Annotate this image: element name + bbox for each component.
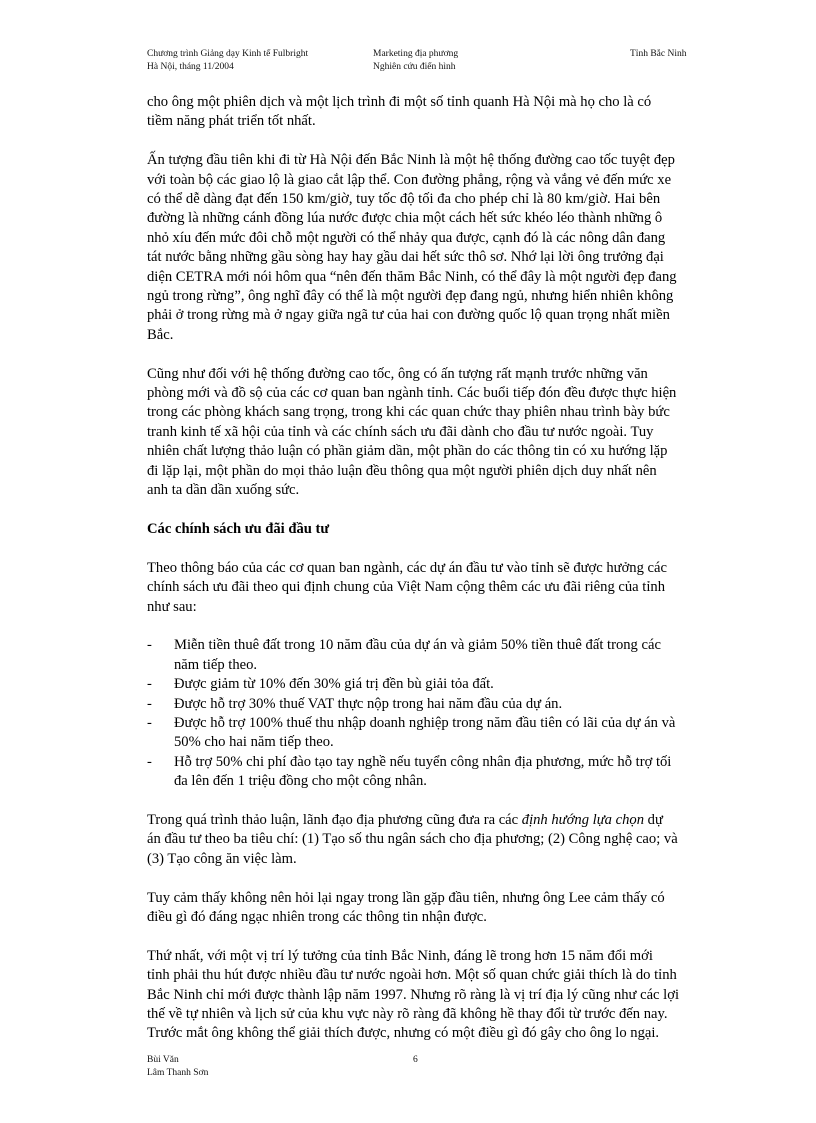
section-heading: Các chính sách ưu đãi đầu tư [147, 520, 330, 537]
header-case-title: Tỉnh Bắc Ninh [630, 49, 687, 59]
paragraph-3: Cũng như đối với hệ thống đường cao tốc, ông có ấn tượng rất mạnh trước những văn phòng mới và đồ sộ của các cơ quan ban ngành tỉnh. Các buổi tiếp đón đều được thực hiện trong các phòng khách sang trọng, trong khi các quan chức thay phiên nhau trình bày bức tranh kinh tế xã hội của tỉnh và các chính sách ưu đãi dành cho đầu tư nước ngoài. Tuy nhiên chất lượng thảo luận có phần giảm dần, một phần do các thông tin có xu hướng lặp đi lặp lại, một phần do mọi thảo luận đều thông qua một người phiên dịch duy nhất nên anh ta dần dần xuống sức. [147, 365, 677, 499]
header-right [630, 48, 686, 61]
paragraph-5-start: Trong quá trình thảo luận, lãnh đạo địa phương cũng đưa ra các [147, 811, 522, 828]
paragraph-6: Tuy cảm thấy không nên hỏi lại ngay trong lần gặp đầu tiên, nhưng ông Lee cảm thấy có điều gì đó đáng ngạc nhiên trong các thông tin nhận được. [147, 889, 665, 925]
header-program: Chương trình Giảng dạy Kinh tế Fulbright [147, 49, 309, 59]
header-date: Hà Nội, tháng 11/2004 [147, 62, 234, 72]
header-course: Marketing địa phương [373, 49, 459, 59]
list-item: - Được hỗ trợ 100% thuế thu nhập doanh nghiệp trong năm đầu tiên có lãi của dự án và 50% cho hai năm tiếp theo. [147, 714, 679, 753]
header-case-type: Nghiên cứu điển hình [373, 62, 456, 72]
paragraph-5-end: dự án đầu tư theo ba tiêu chí: (1) Tạo số thu ngân sách cho địa phương; (2) Công nghệ cao; và (3) Tạo công ăn việc làm. [147, 811, 678, 867]
footer-authors [147, 1054, 208, 1080]
header-center [373, 48, 458, 74]
paragraph-1: cho ông một phiên dịch và một lịch trình đi một số tỉnh quanh Hà Nội mà họ cho là có tiềm năng phát triển tốt nhất. [147, 94, 652, 130]
footer-author-1: Bùi Văn [147, 1055, 179, 1065]
list-item: - Được hỗ trợ 30% thuế VAT thực nộp trong hai năm đầu của dự án. [147, 695, 679, 714]
incentive-list [147, 636, 679, 791]
paragraph-5-italic: định hướng lựa chọn [521, 811, 644, 828]
list-item: - Hỗ trợ 50% chi phí đào tạo tay nghề nếu tuyển công nhân địa phương, mức hỗ trợ tối đa lên đến 1 triệu đồng cho một công nhân. [147, 753, 679, 792]
header-left [147, 48, 308, 74]
paragraph-5 [147, 811, 679, 869]
footer-author-2: Lâm Thanh Sơn [147, 1068, 209, 1078]
list-item: - Miễn tiền thuê đất trong 10 năm đầu của dự án và giảm 50% tiền thuê đất trong các năm tiếp theo. [147, 636, 679, 675]
page-number: 6 [413, 1055, 418, 1065]
paragraph-4: Theo thông báo của các cơ quan ban ngành, các dự án đầu tư vào tỉnh sẽ được hưởng các chính sách ưu đãi theo qui định chung của Việt Nam cộng thêm các ưu đãi riêng của tỉnh như sau: [147, 559, 667, 615]
list-item: - Được giảm từ 10% đến 30% giá trị đền bù giải tỏa đất. [147, 675, 679, 694]
document-body [147, 93, 679, 1063]
paragraph-7: Thứ nhất, với một vị trí lý tưởng của tỉnh Bắc Ninh, đáng lẽ trong hơn 15 năm đổi mới tỉnh phải thu hút được nhiều đầu tư nước ngoài hơn. Một số quan chức giải thích là do tỉnh Bắc Ninh chỉ mới được thành lập năm 1997. Nhưng rõ ràng là vị trí địa lý cũng như các lợi thế về tự nhiên và lịch sử của khu vực này rõ ràng đã không hề thay đổi từ trước đến nay. Trước mắt ông không thể giải thích được, nhưng có một điều gì đó gây cho ông lo ngại. [147, 947, 680, 1042]
paragraph-2: Ấn tượng đầu tiên khi đi từ Hà Nội đến Bắc Ninh là một hệ thống đường cao tốc tuyệt đẹp với toàn bộ các giao lộ là giao cắt lập thể. Con đường phẳng, rộng và vắng vẻ đến mức xe có thể dễ dàng đạt đến 150 km/giờ, tuy tốc độ tối đa cho phép chỉ là 80 km/giờ. Hai bên đường là những cánh đồng lúa nước được chia một cách hết sức khéo léo thành những ô nhỏ xíu đến mức đôi chỗ một người có thể nhảy qua được, cạnh đó là các nông dân đang tát nước bằng những gầu sòng hay hay gầu dai hết sức thô sơ. Nhớ lại lời ông trưởng đại diện CETRA mới nói hôm qua “nên đến thăm Bắc Ninh, có thể đây là một người đẹp đang ngủ trong rừng”, ông nghĩ đây có thể là một người đẹp đang ngủ, nhưng hiển nhiên không phải ở trong rừng mà ở ngay giữa ngã tư của hai con đường quốc lộ quan trọng nhất miền Bắc. [147, 152, 677, 343]
